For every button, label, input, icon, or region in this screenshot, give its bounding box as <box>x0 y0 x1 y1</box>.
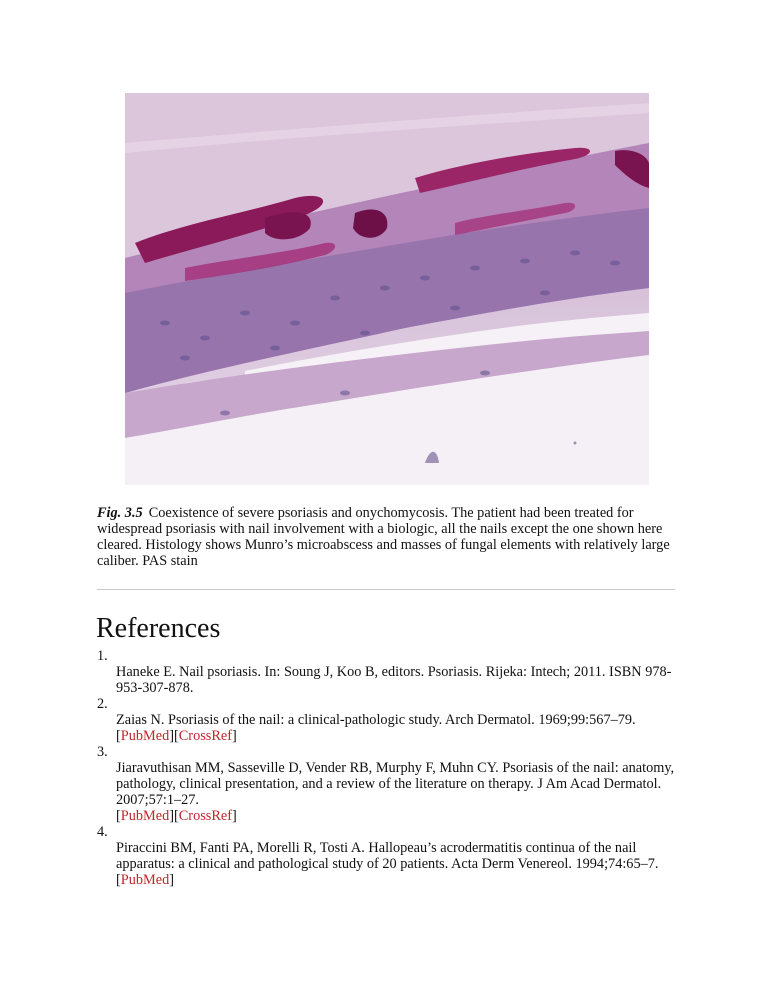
reference-links: [PubMed] <box>116 872 174 888</box>
figure-label: Fig. 3.5 <box>97 505 143 521</box>
references-heading: References <box>96 613 221 644</box>
reference-text: Haneke E. Nail psoriasis. In: Soung J, Koo B, editors. Psoriasis. Rijeka: Intech; 2011. ISBN 978-953-307-878. <box>116 664 672 696</box>
reference-number: 2. <box>97 696 108 712</box>
histology-image <box>125 93 649 485</box>
reference-text: Zaias N. Psoriasis of the nail: a clinical-pathologic study. Arch Dermatol. 1969;99:567–79. <box>116 712 636 728</box>
reference-links: [PubMed][CrossRef] <box>116 728 237 744</box>
pubmed-link[interactable]: PubMed <box>120 808 170 824</box>
reference-links: [PubMed][CrossRef] <box>116 808 237 824</box>
pubmed-link[interactable]: PubMed <box>120 872 170 888</box>
reference-item-4 <box>97 824 677 888</box>
reference-item-3 <box>97 744 677 824</box>
crossref-link[interactable]: CrossRef <box>178 728 232 744</box>
histology-figure <box>125 93 649 485</box>
figure-caption <box>97 505 677 569</box>
reference-number: 4. <box>97 824 108 840</box>
reference-number: 3. <box>97 744 108 760</box>
references-list <box>97 648 677 888</box>
reference-item-2 <box>97 696 677 744</box>
reference-text: Jiaravuthisan MM, Sasseville D, Vender RB, Murphy F, Muhn CY. Psoriasis of the nail: anatomy, pathology, clinical presentation, and a review of the literature on therapy. J Am Acad Dermatol. 2007;57:1–27. <box>116 760 675 808</box>
reference-number: 1. <box>97 648 108 664</box>
section-divider <box>97 589 675 590</box>
reference-item-1 <box>97 648 677 696</box>
crossref-link[interactable]: CrossRef <box>178 808 232 824</box>
reference-text: Piraccini BM, Fanti PA, Morelli R, Tosti A. Hallopeau’s acrodermatitis continua of the nail apparatus: a clinical and pathological study of 20 patients. Acta Derm Venereol. 1994;74:65–7. <box>116 840 659 872</box>
figure-caption-text: Coexistence of severe psoriasis and onychomycosis. The patient had been treated for widespread psoriasis with nail involvement with a biologic, all the nails except the one shown here cleared. Histology shows Munro’s microabscess and masses of fungal elements with relatively large caliber. PAS stain <box>97 505 670 569</box>
pubmed-link[interactable]: PubMed <box>120 728 170 744</box>
